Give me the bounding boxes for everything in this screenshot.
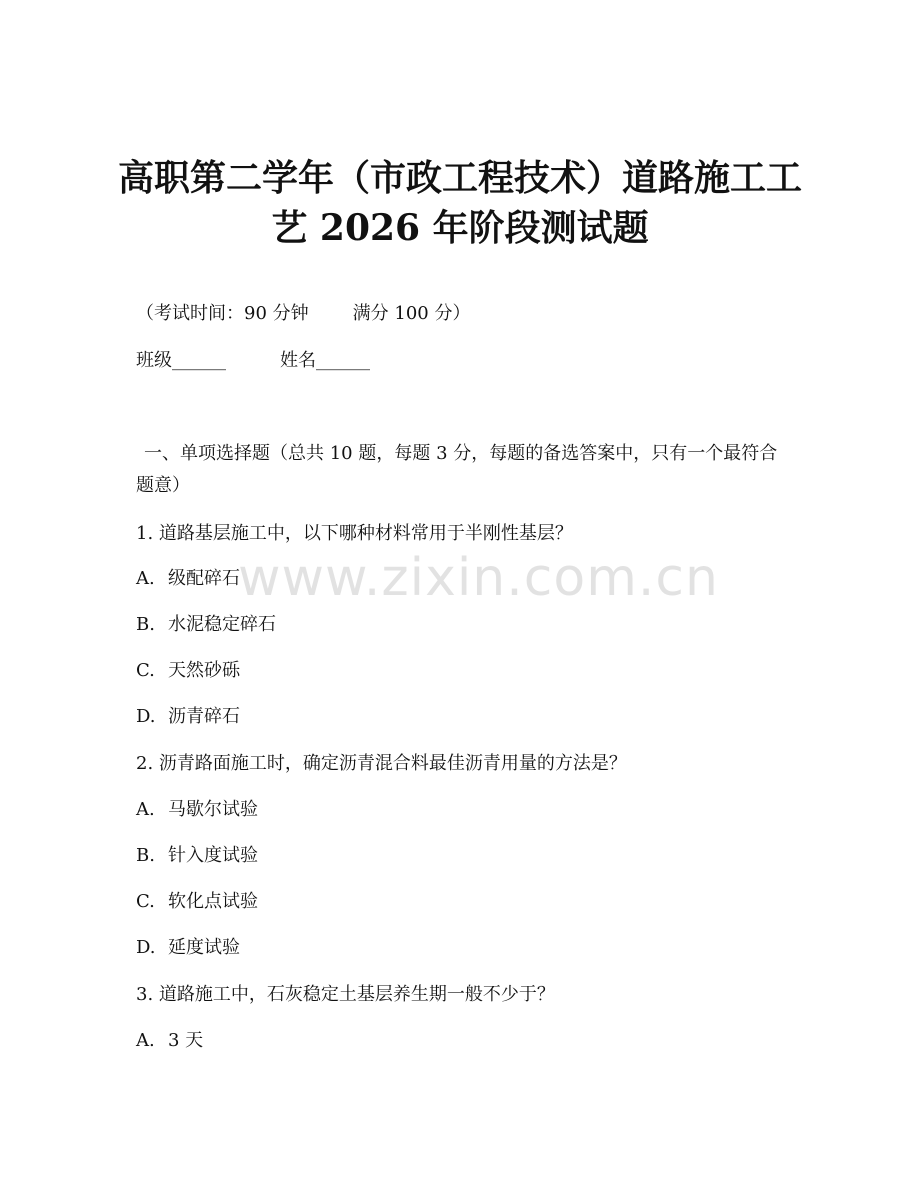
question-option [136,704,240,730]
question-option [136,1028,203,1054]
question-option [136,935,240,961]
question-option [136,797,258,823]
option-label: B. [136,845,155,866]
option-label: C. [136,891,155,912]
student-info [136,348,370,374]
section-heading: 一、单项选择题（总共 10 题，每题 3 分，每题的备选答案中，只有一个最符合题意） [136,443,778,496]
class-field: 班级______ [136,350,226,371]
question-stem: 2. 沥青路面施工时，确定沥青混合料最佳沥青用量的方法是？ [136,753,627,774]
document-title-line-1: 高职第二学年（市政工程技术）道路施工工 [117,157,802,199]
question-option [136,843,258,869]
option-label: A. [136,1030,155,1051]
option-text: 延度试验 [168,937,240,958]
option-label: A. [136,568,155,589]
document-title-line-2: 艺 2026 年阶段测试题 [271,207,649,249]
question-option [136,889,258,915]
option-text: 软化点试验 [168,891,258,912]
option-label: A. [136,799,155,820]
option-label: D. [136,937,156,958]
question-stem: 1. 道路基层施工中，以下哪种材料常用于半刚性基层？ [136,523,573,544]
site-watermark: www.zixin.com.cn [238,548,719,608]
question-option [136,658,240,684]
question-option [136,566,240,592]
option-text: 马歇尔试验 [168,799,258,820]
question-stem: 3. 道路施工中，石灰稳定土基层养生期一般不少于？ [136,984,555,1005]
option-text: 3 天 [168,1030,204,1051]
option-text: 级配碎石 [168,568,240,589]
exam-full-score: 满分 100 分） [352,303,471,324]
option-text: 水泥稳定碎石 [168,614,276,635]
option-label: D. [136,706,156,727]
option-label: C. [136,660,155,681]
option-text: 针入度试验 [168,845,258,866]
exam-time: （考试时间：90 分钟 [136,303,309,324]
option-text: 天然砂砾 [168,660,240,681]
exam-info [136,301,470,327]
option-label: B. [136,614,155,635]
question-option [136,612,276,638]
option-text: 沥青碎石 [168,706,240,727]
name-field: 姓名______ [280,350,370,371]
